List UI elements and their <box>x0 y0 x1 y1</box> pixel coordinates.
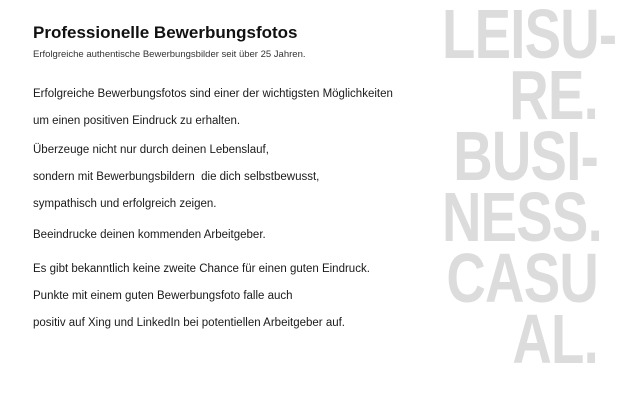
text-line: positiv auf Xing und LinkedIn bei potentiellen Arbeitgeber auf. <box>33 317 345 329</box>
main-content <box>33 22 453 337</box>
slogan-graphic <box>442 0 617 378</box>
slogan-line: NESS. <box>442 178 602 256</box>
intro-paragraph <box>33 81 453 135</box>
page-title: Professionelle Bewerbungsfotos <box>33 23 298 42</box>
emphasis-text: Beeindrucke deinen kommenden Arbeitgeber. <box>33 229 266 241</box>
text-line: Erfolgreiche Bewerbungsfotos sind einer der wichtigsten Möglichkeiten <box>33 88 393 100</box>
slogan-line: AL. <box>512 300 598 378</box>
slogan-line: LEISU- <box>442 0 617 73</box>
convince-paragraph <box>33 137 453 218</box>
text-line: Punkte mit einem guten Bewerbungsfoto falle auch <box>33 290 293 302</box>
text-line: Überzeuge nicht nur durch deinen Lebenslauf, <box>33 144 269 156</box>
page-subtitle: Erfolgreiche authentische Bewerbungsbilder seit über 25 Jahren. <box>33 49 306 60</box>
slogan-line: CASU <box>446 239 598 317</box>
text-line: Es gibt bekanntlich keine zweite Chance für einen guten Eindruck. <box>33 263 370 275</box>
text-line: sondern mit Bewerbungsbildern die dich selbstbewusst, <box>33 171 320 183</box>
text-line: sympathisch und erfolgreich zeigen. <box>33 198 217 210</box>
emphasis-paragraph <box>33 222 453 249</box>
closing-paragraph <box>33 256 453 337</box>
slogan-line: RE. <box>509 56 598 134</box>
slogan-line: BUSI- <box>453 117 598 195</box>
text-line: um einen positiven Eindruck zu erhalten. <box>33 115 241 127</box>
